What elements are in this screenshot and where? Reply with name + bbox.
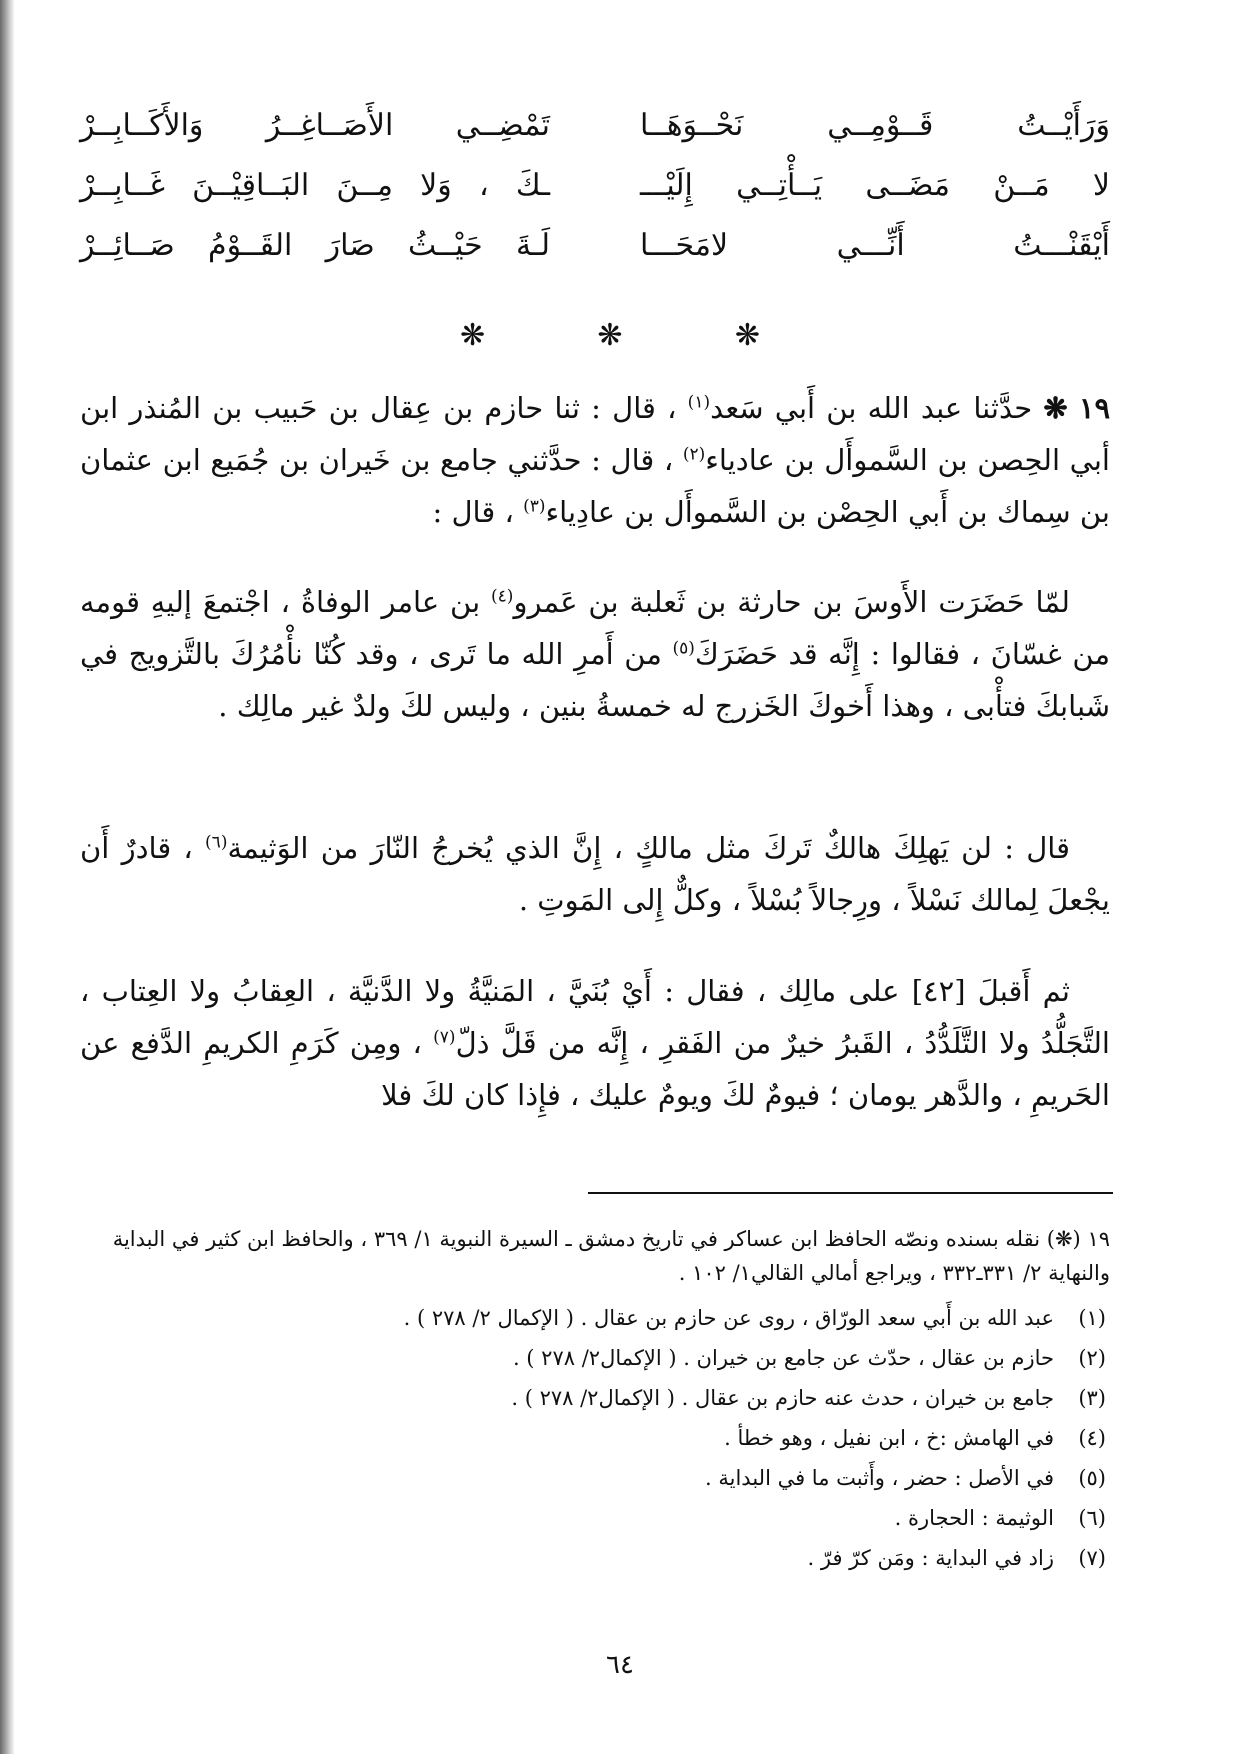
footnote bbox=[80, 1418, 1110, 1458]
footnote-text: حازم بن عقال ، حدّث عن جامع بن خيران . ( الإكمال٢/ ٢٧٨ ) . bbox=[512, 1346, 1054, 1370]
footnote-mark: (٥) bbox=[1078, 1466, 1106, 1490]
isnad-text: ، قال : حدَّثني جامع بن خَيران بن جُمَيع ابن عثمان بن سِماك بن أَبي الحِصْن بن السَّموأَل بن عادِياء bbox=[80, 443, 1110, 529]
footnote-ref: (٤) bbox=[491, 586, 514, 607]
poem-second-hemistich: لَـةَ حَيْــثُ صَارَ القَــوْمُ صَــائِــرْ bbox=[80, 227, 550, 263]
poem-verse bbox=[80, 215, 1110, 275]
body-paragraph bbox=[80, 965, 1110, 1121]
footnote-mark: (٢) bbox=[1078, 1346, 1106, 1370]
poem-second-hemistich: تَمْضِــي الأَصَــاغِــرُ وَالأَكَــابِــرْ bbox=[80, 107, 550, 143]
footnote-ref: (٦) bbox=[205, 832, 228, 853]
footnote bbox=[80, 1338, 1110, 1378]
paragraph-text: ، قادرٌ أَن يجْعلَ لِمالك نَسْلاً ، ورِجالاً بُسْلاً ، وكلٌّ إِلى المَوتِ . bbox=[80, 831, 1110, 917]
footnote bbox=[80, 1538, 1110, 1578]
poem-first-hemistich: أَيْقَنْـــتُ أَنِّـــي لامَحَـــا bbox=[640, 227, 1110, 263]
footnote-mark: (٦) bbox=[1078, 1506, 1106, 1530]
footnote-text: عبد الله بن أَبي سعد الورّاق ، روى عن حازم بن عقال . ( الإكمال ٢/ ٢٧٨ ) . bbox=[403, 1306, 1054, 1330]
paragraph-text: من أَمرِ الله ما تَرى ، وقد كُنّا نأْمُرُكَ بالتَّزويج في شَبابكَ فتأْبى ، وهذا أَخوكَ الخَزرج له خمسةُ بنين ، وليس لكَ ولدٌ غير مالِك . bbox=[80, 637, 1110, 723]
footnote-mark: (٧) bbox=[1078, 1546, 1106, 1570]
paragraph-text: ثم أَقبلَ [٤٢] على مالِك ، فقال : أَيْ بُنَيَّ ، المَنيَّةُ ولا الدَّنيَّة ، العِقابُ ولا العِتاب ، التَّجَلُّدُ ولا التَّلَدُّدُ ، القَبرُ خيرٌ من الفَقرِ ، إِنَّه من قَلَّ ذلّ bbox=[80, 974, 1110, 1060]
source-footnote bbox=[80, 1222, 1110, 1290]
page-number: ٦٤ bbox=[606, 1650, 634, 1680]
footnote-text: الوثيمة : الحجارة . bbox=[894, 1506, 1054, 1530]
isnad-text: ، قال : ثنا حازم بن عِقال بن حَبيب بن المُنذر ابن أبي الحِصن بن السَّموأَل بن عادياء bbox=[80, 391, 1110, 477]
entry-number: ١٩ bbox=[1078, 391, 1111, 425]
poem-second-hemistich: ـكَ ، وَلا مِــنَ البَــاقِيْــنَ غَــابِــرْ bbox=[80, 167, 550, 203]
footnote-text: في الأصل : حضر ، وأَثبت ما في البداية . bbox=[705, 1466, 1054, 1490]
footnote bbox=[80, 1498, 1110, 1538]
footnote-mark: (٣) bbox=[1078, 1386, 1106, 1410]
section-divider-stars bbox=[460, 318, 760, 353]
footnote-ref: (٢) bbox=[682, 444, 706, 465]
poem-first-hemistich: لا مَــنْ مَضَــى يَــأْتِــي إِلَيْـــ bbox=[640, 167, 1110, 203]
isnad-text: ، قال : bbox=[432, 495, 524, 529]
paragraph-text: ، ومِن كَرَمِ الكريمِ الدَّفع عن الحَريمِ ، والدَّهر يومان ؛ فيومٌ لكَ ويومٌ عليك ، فإِذا كان لكَ فلا bbox=[80, 1026, 1110, 1112]
footnote bbox=[80, 1458, 1110, 1498]
asterism-icon: ❋ bbox=[597, 318, 623, 353]
footnote bbox=[80, 1378, 1110, 1418]
paragraph-text: قال : لن يَهلِكَ هالكٌ تَركَ مثل مالكٍ ، إِنَّ الذي يُخرجُ النّارَ من الوَثيمة bbox=[227, 831, 1070, 865]
footnote-ref: (٥) bbox=[672, 638, 695, 659]
footnote-ref: (٣) bbox=[523, 496, 546, 517]
footnote-ref: (٧) bbox=[433, 1027, 456, 1048]
poem-verse bbox=[80, 95, 1110, 155]
footnote-mark: (١) bbox=[1078, 1306, 1106, 1330]
footnote-text: جامع بن خيران ، حدث عنه حازم بن عقال . ( الإكمال٢/ ٢٧٨ ) . bbox=[511, 1386, 1054, 1410]
footnote-separator bbox=[588, 1192, 1113, 1194]
poem-first-hemistich: وَرَأَيْــتُ قَــوْمِــي نَحْــوَهَــا bbox=[640, 107, 1110, 143]
footnote-ref: (١) bbox=[687, 392, 711, 413]
footnote-text: في الهامش :خ ، ابن نفيل ، وهو خطأ . bbox=[724, 1426, 1054, 1450]
asterism-icon: ❋ bbox=[734, 318, 760, 353]
footnote-text: نقله بسنده ونصّه الحافظ ابن عساكر في تاريخ دمشق ـ السيرة النبوية ١/ ٣٦٩ ، والحافظ ابن كثير في البداية والنهاية ٢/ ٣٣١ـ٣٣٢ ، ويراجع أمالي القالي١/ ١٠٢ . bbox=[112, 1227, 1110, 1285]
body-paragraph bbox=[80, 576, 1110, 732]
isnad-text: حدَّثنا عبد الله بن أَبي سَعد bbox=[710, 391, 1033, 425]
footnote-mark: ١٩ (❋) bbox=[1046, 1227, 1110, 1251]
poem-block bbox=[80, 95, 1110, 275]
paragraph-text: بن عامر الوفاةُ ، اجْتمعَ إليهِ قومه من غسّانَ ، فقالوا : إِنَّه قد حَضَرَكَ bbox=[80, 585, 1111, 671]
footnote-text: زاد في البداية : ومَن كرّ فرّ . bbox=[807, 1546, 1054, 1570]
footnote-mark: (٤) bbox=[1078, 1426, 1106, 1450]
body-paragraph bbox=[80, 822, 1110, 926]
isnad-paragraph bbox=[80, 382, 1110, 538]
footnotes-block bbox=[80, 1222, 1110, 1578]
poem-verse bbox=[80, 155, 1110, 215]
footnote bbox=[80, 1298, 1110, 1338]
paragraph-text: لمّا حَضَرَت الأَوسَ بن حارثة بن ثَعلبة بن عَمرو bbox=[513, 585, 1070, 619]
asterism-icon: ❋ bbox=[1043, 391, 1068, 425]
asterism-icon: ❋ bbox=[460, 318, 486, 353]
